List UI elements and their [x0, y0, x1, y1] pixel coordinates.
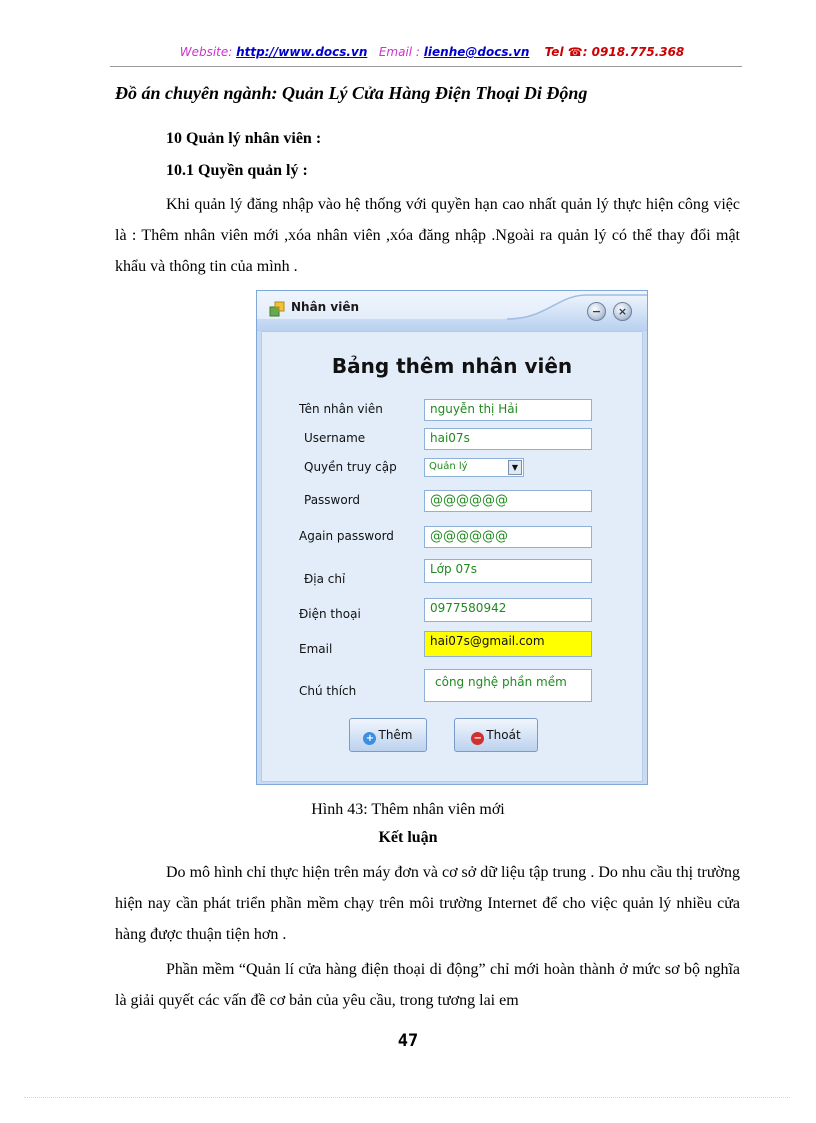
- website-label: Website:: [179, 45, 233, 59]
- dialog-window-title: Nhân viên: [291, 300, 360, 314]
- figure-caption: Hình 43: Thêm nhân viên mới: [311, 801, 505, 818]
- footer-divider: [24, 1097, 790, 1098]
- email-field-label: Email: [299, 642, 333, 656]
- name-label: Tên nhân viên: [299, 402, 383, 416]
- close-button[interactable]: ×: [613, 302, 632, 321]
- email-label: Email :: [378, 45, 420, 59]
- exit-button-label: Thoát: [486, 728, 521, 742]
- conclusion-paragraph-2: [115, 954, 740, 1016]
- phone-label: Điện thoại: [299, 607, 361, 621]
- again-password-label: Again password: [299, 529, 394, 543]
- phone-input[interactable]: 0977580942: [424, 598, 592, 622]
- email-input[interactable]: hai07s@gmail.com: [424, 631, 592, 657]
- minimize-button[interactable]: −: [587, 302, 606, 321]
- document-title: Đồ án chuyên ngành: Quản Lý Cửa Hàng Điện Thoại Di Động: [115, 83, 588, 103]
- access-select-value: Quản lý: [429, 461, 468, 472]
- exit-button[interactable]: [454, 718, 538, 752]
- note-input[interactable]: công nghệ phần mềm: [424, 669, 592, 702]
- access-label: Quyền truy cập: [304, 460, 397, 474]
- header-divider: [110, 66, 742, 67]
- address-label: Địa chỉ: [304, 572, 346, 586]
- employee-app-icon: [269, 301, 285, 317]
- chevron-down-icon[interactable]: ▼: [508, 460, 522, 475]
- conclusion-paragraph-2-text: Phần mềm “Quản lí cửa hàng điện thoại di động” chỉ mới hoàn thành ở mức sơ bộ nghĩa là giải quyết các vấn đề cơ bản của yêu cầu, trong tương lai em: [115, 961, 740, 1009]
- dialog-titlebar[interactable]: [257, 291, 647, 331]
- section-paragraph-text: Khi quản lý đăng nhập vào hệ thống với quyền hạn cao nhất quản lý thực hiện công việc là : Thêm nhân viên mới ,xóa nhân viên ,xóa đăng nhập .Ngoài ra quản lý có thể thay đổi mật khẩu và thông tin của mình .: [115, 196, 740, 275]
- tel-text: Tel ☎: 0918.775.368: [544, 45, 685, 59]
- section-heading: 10 Quản lý nhân viên :: [166, 130, 322, 147]
- add-button-label: Thêm: [378, 728, 413, 742]
- employee-dialog: [256, 290, 648, 785]
- conclusion-paragraph-1: [115, 857, 740, 950]
- name-input[interactable]: nguyễn thị Hải: [424, 399, 592, 421]
- page-number: 47: [397, 1031, 419, 1051]
- section-paragraph: [115, 189, 740, 282]
- conclusion-paragraph-1-text: Do mô hình chỉ thực hiện trên máy đơn và cơ sở dữ liệu tập trung . Do nhu cầu thị trường hiện nay cần phát triển phần mềm chạy trên môi trường Internet để cho việc quản lý nhiều cửa hàng được thuận tiện hơn .: [115, 864, 740, 943]
- password-input[interactable]: @@@@@@: [424, 490, 592, 512]
- dialog-body: [261, 331, 643, 782]
- stop-icon: −: [471, 732, 484, 745]
- address-input[interactable]: Lớp 07s: [424, 559, 592, 583]
- username-label: Username: [304, 431, 366, 445]
- conclusion-heading: Kết luận: [378, 829, 438, 846]
- access-select[interactable]: [424, 458, 524, 477]
- email-link[interactable]: lienhe@docs.vn: [423, 45, 530, 59]
- again-password-input[interactable]: @@@@@@: [424, 526, 592, 548]
- plus-icon: +: [363, 732, 376, 745]
- username-input[interactable]: hai07s: [424, 428, 592, 450]
- password-label: Password: [304, 493, 361, 507]
- note-label: Chú thích: [299, 684, 357, 698]
- page-header: [118, 45, 746, 59]
- add-button[interactable]: [349, 718, 427, 752]
- section-subheading: 10.1 Quyền quản lý :: [166, 162, 308, 179]
- website-link[interactable]: http://www.docs.vn: [236, 45, 368, 59]
- dialog-heading: Bảng thêm nhân viên: [331, 354, 573, 378]
